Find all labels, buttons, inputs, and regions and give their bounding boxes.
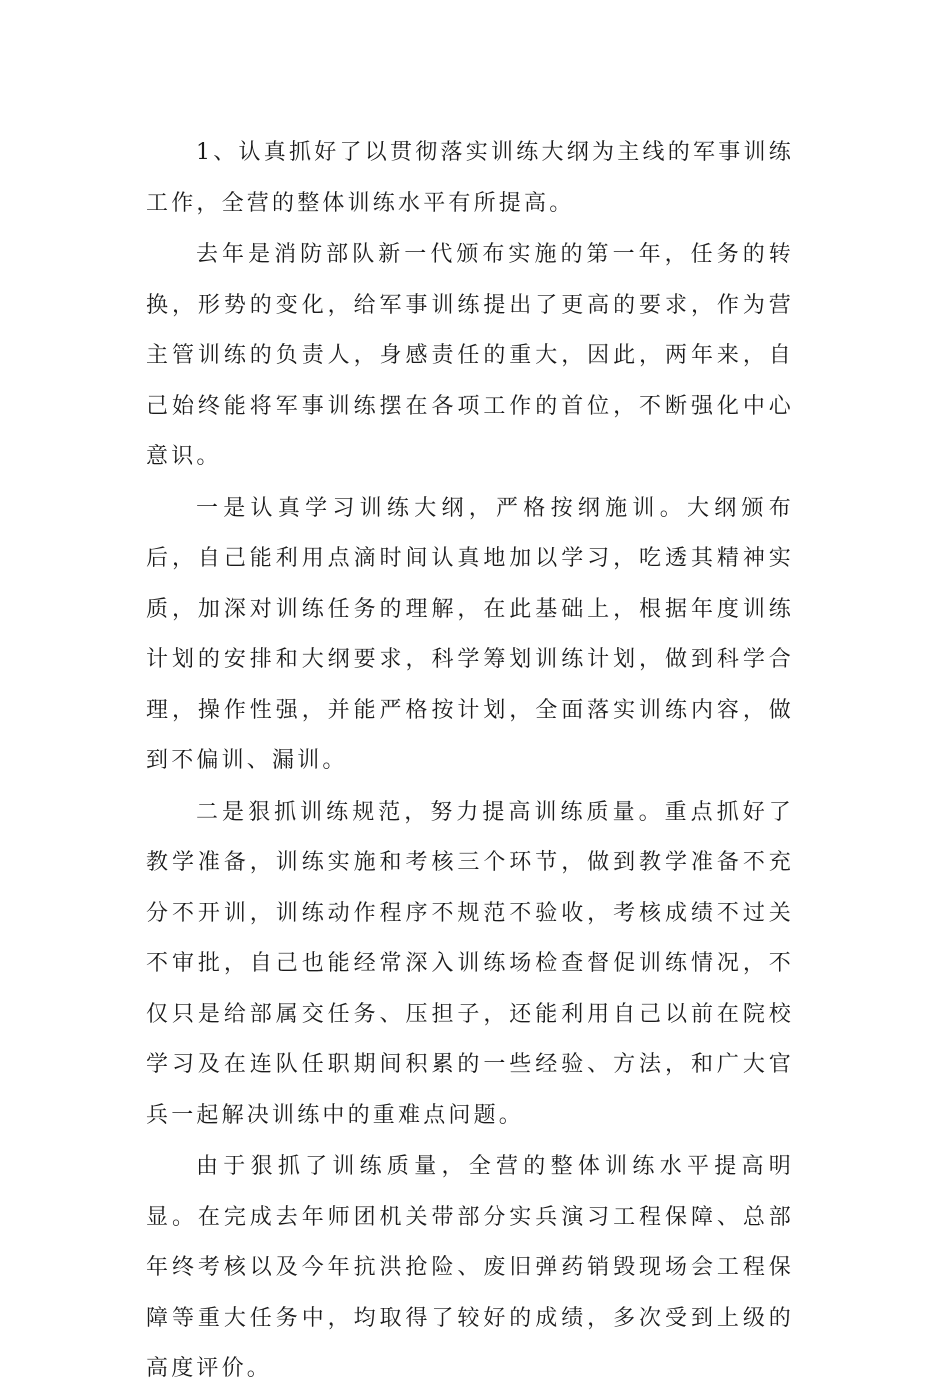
paragraph-4: 二是狠抓训练规范，努力提高训练质量。重点抓好了教学准备，训练实施和考核三个环节，做到教学准备不充分不开训，训练动作程序不规范不验收，考核成绩不过关不审批，自己也能经常深入训练场检查督促训练情况，不仅只是给部属交任务、压担子，还能利用自己以前在院校学习及在连队任职期间积累的一些经验、方法，和广大官兵一起解决训练中的重难点问题。 bbox=[146, 799, 794, 1128]
document-body bbox=[146, 128, 794, 1396]
paragraph-1: 1、认真抓好了以贯彻落实训练大纲为主线的军事训练工作，全营的整体训练水平有所提高。 bbox=[146, 140, 794, 216]
paragraph-5: 由于狠抓了训练质量，全营的整体训练水平提高明显。在完成去年师团机关带部分实兵演习工程保障、总部年终考核以及今年抗洪抢险、废旧弹药销毁现场会工程保障等重大任务中，均取得了较好的成绩，多次受到上级的高度评价。 bbox=[146, 1154, 794, 1381]
paragraph-2: 去年是消防部队新一代颁布实施的第一年，任务的转换，形势的变化，给军事训练提出了更高的要求，作为营主管训练的负责人，身感责任的重大，因此，两年来，自己始终能将军事训练摆在各项工作的首位，不断强化中心意识。 bbox=[146, 242, 794, 469]
paragraph-3: 一是认真学习训练大纲，严格按纲施训。大纲颁布后，自己能利用点滴时间认真地加以学习，吃透其精神实质，加深对训练任务的理解，在此基础上，根据年度训练计划的安排和大纲要求，科学筹划训练计划，做到科学合理，操作性强，并能严格按计划，全面落实训练内容，做到不偏训、漏训。 bbox=[146, 495, 794, 773]
